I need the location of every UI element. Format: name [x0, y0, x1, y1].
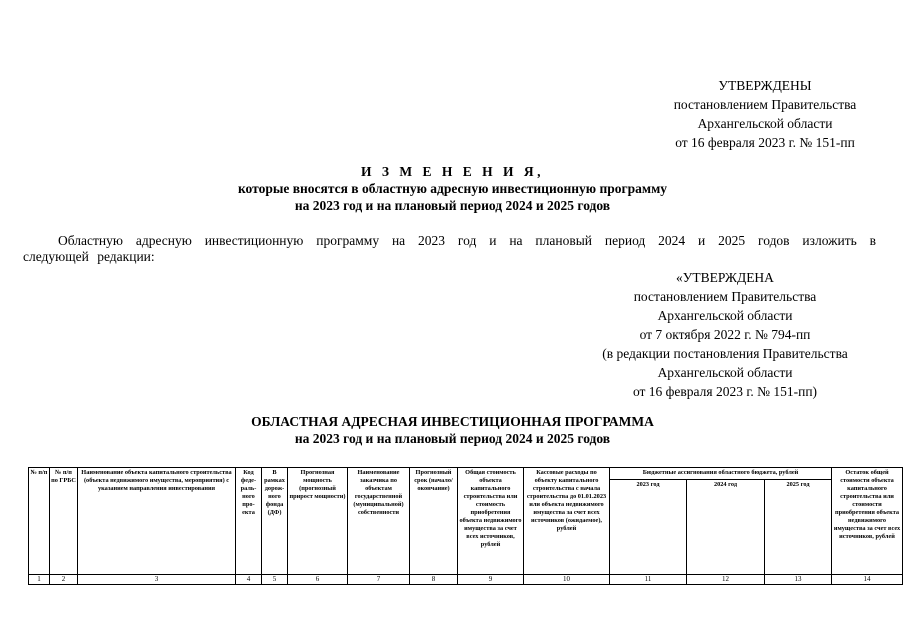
- budget-group-header: Бюджетные ассигнования областного бюджета, рублей: [610, 468, 832, 480]
- header-cell: Общая стоимость объекта капитального строительства или стоимость приобретения объекта недвижимого имущества за счет всех источников, рублей: [458, 468, 524, 575]
- header-cell: № п/п: [29, 468, 50, 575]
- column-number: 4: [236, 575, 262, 585]
- program-title-line2: на 2023 год и на плановый период 2024 и 2025 годов: [294, 431, 611, 446]
- approval-line: Архангельской области: [697, 116, 833, 131]
- column-number: 6: [288, 575, 348, 585]
- year-2024-header: 2024 год: [687, 480, 765, 575]
- table-header-row: [29, 468, 903, 480]
- header-cell: Прогнозный срок (начало/ окончание): [410, 468, 458, 575]
- program-title-line1: ОБЛАСТНАЯ АДРЕСНАЯ ИНВЕСТИЦИОННАЯ ПРОГРАММА: [251, 414, 654, 429]
- approval-stamp-program: [580, 268, 870, 401]
- header-cell: В рамках дорож- ного фонда (ДФ): [262, 468, 288, 575]
- header-cell: Код феде- раль- ного про- екта: [236, 468, 262, 575]
- approval-line: постановлением Правительства: [633, 289, 817, 304]
- changes-title: [100, 163, 805, 214]
- column-number: 7: [348, 575, 410, 585]
- column-number: 5: [262, 575, 288, 585]
- header-cell: Наименование заказчика по объектам государственной (муниципальной) собственности: [348, 468, 410, 575]
- year-2023-header: 2023 год: [610, 480, 687, 575]
- year-2025-header: 2025 год: [765, 480, 832, 575]
- column-number: 2: [50, 575, 78, 585]
- header-cell: Прогнозная мощность (прогнозный прирост мощности): [288, 468, 348, 575]
- column-number: 12: [687, 575, 765, 585]
- approval-line: от 16 февраля 2023 г. № 151-пп: [675, 135, 855, 150]
- body-paragraph: Областную адресную инвестиционную программу на 2023 год и на плановый период 2024 и 2025 годов изложить в следующей редакции:: [23, 233, 876, 264]
- column-number: 8: [410, 575, 458, 585]
- approval-line: Архангельской области: [657, 365, 793, 380]
- program-title: [100, 413, 805, 447]
- column-number: 9: [458, 575, 524, 585]
- column-number: 1: [29, 575, 50, 585]
- column-number: 13: [765, 575, 832, 585]
- column-number: 3: [78, 575, 236, 585]
- changes-subtitle-line2: на 2023 год и на плановый период 2024 и 2025 годов: [294, 198, 611, 213]
- approval-line: от 16 февраля 2023 г. № 151-пп): [632, 384, 818, 399]
- column-number: 11: [610, 575, 687, 585]
- approval-line: постановлением Правительства: [673, 97, 857, 112]
- approval-line: (в редакции постановления Правительства: [602, 346, 848, 361]
- column-number-row: [29, 575, 903, 585]
- column-number: 14: [832, 575, 903, 585]
- header-cell: Кассовые расходы по объекту капитального строительства с начала строительства до 01.01.2023 или объекта недвижимого имущества за счет всех источников (ожидаемое), рублей: [524, 468, 610, 575]
- program-table: [28, 467, 903, 585]
- approval-line: Архангельской области: [657, 308, 793, 323]
- header-cell: Остаток общей стоимости объекта капитального строительства или стоимости приобретения объекта недвижимого имущества за счет всех источников, рублей: [832, 468, 903, 575]
- changes-heading: И З М Е Н Е Н И Я,: [360, 164, 544, 179]
- approval-stamp-top: [620, 76, 905, 152]
- header-cell: № п/п по ГРБС: [50, 468, 78, 575]
- approval-line: «УТВЕРЖДЕНА: [676, 270, 774, 285]
- approval-line: УТВЕРЖДЕНЫ: [718, 78, 812, 93]
- column-number: 10: [524, 575, 610, 585]
- header-cell: Наименование объекта капитального строительства (объекта недвижимого имущества, мероприятия) с указанием направления инвестирования: [78, 468, 236, 575]
- changes-subtitle-line1: которые вносятся в областную адресную инвестиционную программу: [237, 181, 668, 196]
- approval-line: от 7 октября 2022 г. № 794-пп: [639, 327, 811, 342]
